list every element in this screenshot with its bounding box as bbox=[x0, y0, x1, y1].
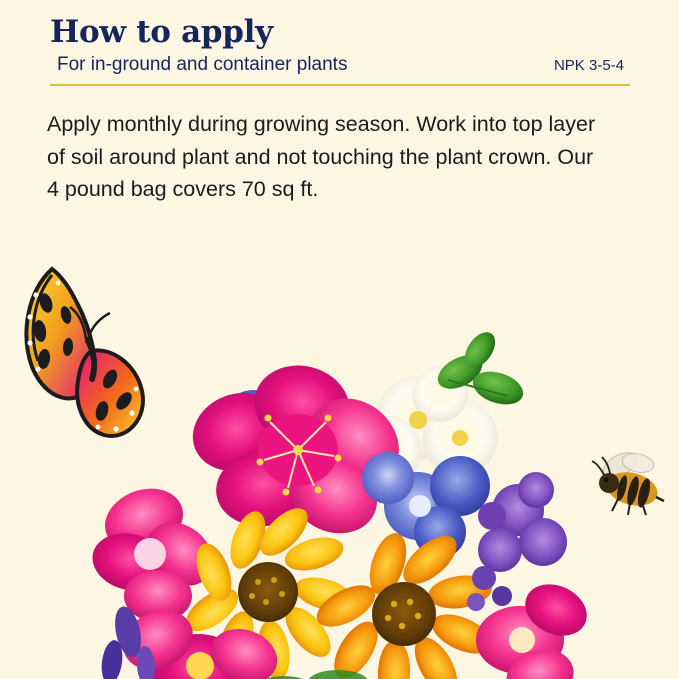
pink-zinnia-bottom-right bbox=[476, 575, 588, 679]
purple-flower-right bbox=[478, 472, 567, 572]
page-subtitle: For in-ground and container plants bbox=[57, 54, 348, 76]
npk-ratio-label: NPK 3-5-4 bbox=[553, 57, 624, 75]
blue-flower-center-right bbox=[362, 452, 490, 558]
instructions-paragraph: Apply monthly during growing season. Work into top layer of soil around plant and not touching the plant crown. Our 4 pound bag covers 70 sq ft. bbox=[47, 112, 596, 202]
header-divider bbox=[50, 84, 630, 86]
butterfly-icon bbox=[6, 255, 166, 455]
header bbox=[50, 14, 630, 86]
page-title: How to apply bbox=[50, 14, 273, 50]
artwork bbox=[0, 255, 679, 679]
bee-icon bbox=[586, 447, 670, 525]
subtitle-row bbox=[50, 53, 630, 78]
